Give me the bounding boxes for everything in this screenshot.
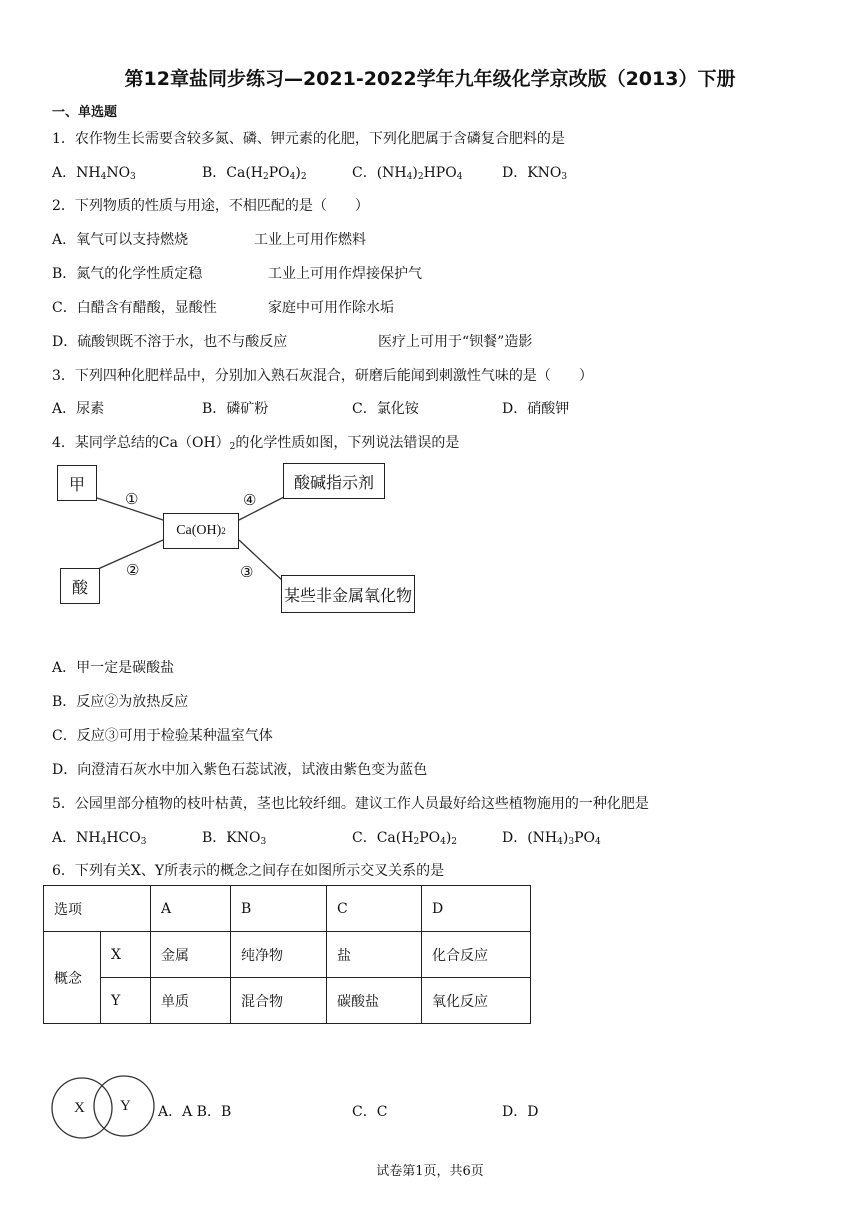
table-header-b: B (231, 886, 327, 932)
q3-option-b: B．磷矿粉 (202, 401, 269, 417)
q4-stem: 4．某同学总结的$Ca(OH)_2$的化学性质如图，下列说法错误的是 (52, 435, 460, 452)
q5-stem: 5．公园里部分植物的枝叶枯黄，茎也比较纤细。建议工作人员最好给这些植物施用的一种化肥是 (52, 796, 649, 812)
table-cell: 金属 (151, 932, 231, 978)
q1-option-b: B．$Ca(H_2PO_4)_2$ (202, 165, 307, 182)
q3-stem: 3．下列四种化肥样品中，分别加入熟石灰混合，研磨后能闻到刺激性气味的是（ ） (52, 368, 593, 384)
table-cell: 碳酸盐 (327, 978, 422, 1024)
q2-option-b-property: B．氮气的化学性质定稳 (52, 266, 203, 282)
venn-label-x: X (74, 1100, 85, 1116)
table-concept-cell: 概念 (44, 932, 101, 1024)
q2-option-c-property: C．白醋含有醋酸，显酸性 (52, 300, 217, 316)
page-footer: 试卷第1页，共6页 (376, 1164, 484, 1179)
q3-option-a: A．尿素 (52, 401, 105, 417)
diagram-box-jia: 甲 (57, 465, 97, 501)
diagram-box-nonmetal-oxide: 某些非金属氧化物 (281, 575, 415, 613)
q2-option-a-use: 工业上可用作燃料 (254, 232, 366, 248)
q5-option-c: C．$Ca(H_2PO_4)_2$ (352, 830, 458, 847)
table-cell: 纯净物 (231, 932, 327, 978)
q4-option-c: C．反应③可用于检验某种温室气体 (52, 728, 273, 744)
q1-option-c: C．$(NH_4)_2HPO_4$ (352, 165, 463, 182)
table-row (44, 978, 531, 1024)
table-header-a: A (151, 886, 231, 932)
table-cell: 混合物 (231, 978, 327, 1024)
diagram-box-caoh2: Ca(OH) 2 (163, 513, 239, 549)
table-cell: 氧化反应 (422, 978, 531, 1024)
q2-option-b-use: 工业上可用作焊接保护气 (268, 266, 422, 282)
q5-option-a: A．$NH_4HCO_3$ (52, 830, 147, 847)
q3-option-c: C．氯化铵 (352, 401, 419, 417)
q2-option-a-property: A．氧气可以支持燃烧 (52, 232, 189, 248)
diagram-box-acid: 酸 (60, 568, 100, 604)
reaction-label-1: ① (125, 490, 139, 508)
q4-option-a: A．甲一定是碳酸盐 (52, 660, 175, 676)
q6-stem: 6．下列有关X、Y所表示的概念之间存在如图所示交叉关系的是 (52, 863, 445, 879)
q4-option-b: B．反应②为放热反应 (52, 694, 189, 710)
table-header-c: C (327, 886, 422, 932)
table-cell: 化合反应 (422, 932, 531, 978)
q1-stem: 1．农作物生长需要含较多氮、磷、钾元素的化肥，下列化肥属于含磷复合肥料的是 (52, 131, 565, 147)
page-title: 第12章盐同步练习—2021-2022学年九年级化学京改版（2013）下册 (124, 68, 736, 90)
table-header-option: 选项 (44, 886, 151, 932)
reaction-label-2: ② (126, 561, 140, 579)
q5-option-b: B．$KNO_3$ (202, 830, 267, 847)
reaction-label-3: ③ (240, 563, 254, 581)
q3-option-d: D．硝酸钾 (502, 401, 570, 417)
table-row (44, 886, 531, 932)
q6-option-c: C．C (352, 1104, 388, 1120)
q2-option-c-use: 家庭中可用作除水垢 (268, 300, 394, 316)
q1-option-a: A．$NH_4NO_3$ (52, 165, 136, 182)
venn-label-y: Y (120, 1098, 131, 1114)
q6-options-table (43, 885, 531, 1024)
q1-option-d: D．$KNO_3$ (502, 165, 568, 182)
q2-option-d-property: D．硫酸钡既不溶于水，也不与酸反应 (52, 334, 288, 350)
q4-option-d: D．向澄清石灰水中加入紫色石蕊试液，试液由紫色变为蓝色 (52, 762, 428, 778)
table-cell: 单质 (151, 978, 231, 1024)
reaction-label-4: ④ (243, 491, 257, 509)
table-header-d: D (422, 886, 531, 932)
venn-circles (50, 1068, 160, 1148)
table-cell: X (101, 932, 151, 978)
q5-option-d: D．$(NH_4)_3PO_4$ (502, 830, 601, 847)
section-heading: 一、单选题 (52, 105, 118, 120)
diagram-box-indicator: 酸碱指示剂 (283, 463, 385, 499)
q2-stem: 2．下列物质的性质与用途，不相匹配的是（ ） (52, 198, 369, 214)
table-cell: 盐 (327, 932, 422, 978)
table-cell: Y (101, 978, 151, 1024)
q6-option-d: D．D (502, 1104, 539, 1120)
table-row (44, 932, 531, 978)
q6-option-ab: A．A B．B (158, 1104, 232, 1120)
q2-option-d-use: 医疗上可用于“钡餐”造影 (378, 334, 533, 350)
